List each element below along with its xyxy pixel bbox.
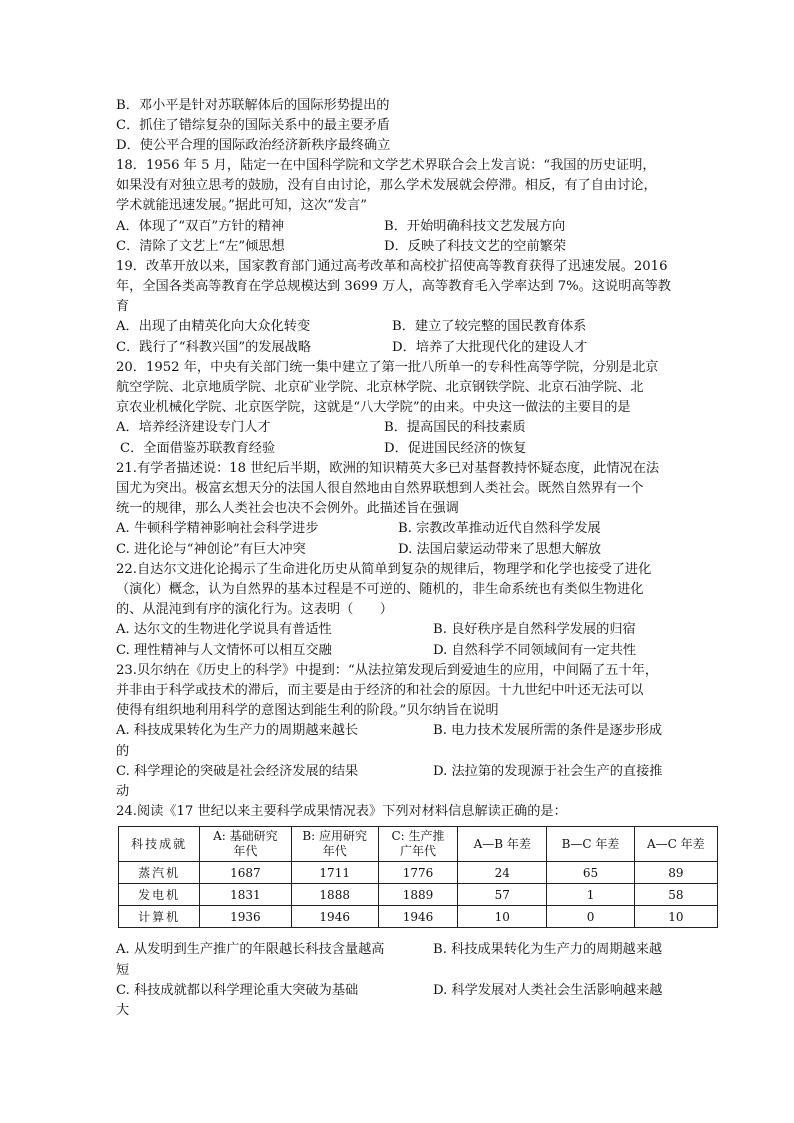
q24-option-d: D. 科学发展对人类社会生活影响越来越 xyxy=(433,983,663,998)
q23-stem: 使得有组织地利用科学的意图达到能生利的阶段。”贝尔纳旨在说明 xyxy=(116,703,499,718)
q21-stem: 21.有学者描述说：18 世纪后半期，欧洲的知识精英大多已对基督教持怀疑态度，此情况在法 xyxy=(116,461,660,476)
table-cell: 1946 xyxy=(378,906,457,928)
table-header-cell: A—B 年差 xyxy=(458,827,547,862)
table-cell: 0 xyxy=(547,906,634,928)
table-cell: 发电机 xyxy=(119,884,200,906)
q19-stem: 19．改革开放以来，国家教育部门通过高考改革和高校扩招使高等教育获得了迅速发展。2016 xyxy=(116,259,668,274)
q24-option-c: C. 科技成就都以科学理论重大突破为基础 xyxy=(116,983,359,998)
q23-option-a: A. 科技成果转化为生产力的周期越来越长 xyxy=(116,723,359,738)
table-cell: 10 xyxy=(634,906,717,928)
q23-option-b-wrap: 的 xyxy=(116,744,130,759)
q20-option-d: D．促进国民经济的恢复 xyxy=(384,441,527,456)
table-row xyxy=(119,906,718,928)
q21-option-a: A. 牛顿科学精神影响社会科学进步 xyxy=(116,521,319,536)
q19-option-c: C．践行了“科教兴国”的发展战略 xyxy=(116,340,312,355)
q21-stem: 国尤为突出。极富玄想天分的法国人很自然地由自然界联想到人类社会。既然自然界有一个 xyxy=(116,481,644,496)
q23-option-c: C. 科学理论的突破是社会经济发展的结果 xyxy=(116,764,359,779)
table-cell: 计算机 xyxy=(119,906,200,928)
q19-stem: 育 xyxy=(116,299,130,314)
table-header-cell: C: 生产推 广年代 xyxy=(378,827,457,862)
table-cell: 10 xyxy=(458,906,547,928)
table-cell: 57 xyxy=(458,884,547,906)
q23-option-d-wrap: 动 xyxy=(116,784,130,799)
q24-option-b: B. 科技成果转化为生产力的周期越来越 xyxy=(433,942,663,957)
table-cell: 89 xyxy=(634,862,717,884)
q22-option-a: A. 达尔文的生物进化学说具有普适性 xyxy=(116,622,332,637)
q18-option-d: D．反映了科技文艺的空前繁荣 xyxy=(384,239,567,254)
q22-stem: 的、从混沌到有序的演化行为。这表明（ ） xyxy=(116,602,393,617)
q23-stem: 并非由于科学或技术的滞后，而主要是由于经济的和社会的原因。十九世纪中叶还无法可以 xyxy=(116,683,644,698)
science-achievements-table xyxy=(118,826,718,928)
table-cell: 1831 xyxy=(200,884,291,906)
q23-option-b: B. 电力技术发展所需的条件是逐步形成 xyxy=(433,723,663,738)
table-cell: 1687 xyxy=(200,862,291,884)
table-header-cell: B—C 年差 xyxy=(547,827,634,862)
table-header-cell: A: 基础研究 年代 xyxy=(200,827,291,862)
q18-option-b: B．开始明确科技文艺发展方向 xyxy=(384,219,566,234)
q24-option-b-wrap: 短 xyxy=(116,963,130,978)
table-cell: 1 xyxy=(547,884,634,906)
q20-stem: 20．1952 年，中央有关部门统一集中建立了第一批八所单一的专科性高等学院，分别是北京 xyxy=(116,360,659,375)
table-cell: 65 xyxy=(547,862,634,884)
q22-stem: 22.自达尔文进化论揭示了生命进化历史从简单到复杂的规律后，物理学和化学也接受了进化 xyxy=(116,562,652,577)
table-header-cell: 科技成就 xyxy=(119,827,200,862)
q23-option-d: D. 法拉第的发现源于社会生产的直接推 xyxy=(433,764,663,779)
table-cell: 1711 xyxy=(291,862,378,884)
table-cell: 58 xyxy=(634,884,717,906)
q21-option-d: D. 法国启蒙运动带来了思想大解放 xyxy=(398,542,602,557)
q18-stem: 学术就能迅速发展。”据此可知，这次“发言” xyxy=(116,198,367,213)
q18-option-a: A．体现了“双百”方针的精神 xyxy=(116,219,285,234)
q17-option-b: B．邓小平是针对苏联解体后的国际形势提出的 xyxy=(116,98,390,113)
q18-stem: 18．1956 年 5 月，陆定一在中国科学院和文学艺术界联合会上发言说：“我国的历史证明， xyxy=(116,158,656,173)
q18-stem: 如果没有对独立思考的鼓励，没有自由讨论，那么学术发展就会停滞。相反，有了自由讨论， xyxy=(116,178,657,193)
table-cell: 1776 xyxy=(378,862,457,884)
table-header-cell: B: 应用研究 年代 xyxy=(291,827,378,862)
q24-stem: 24.阅读《17 世纪以来主要科学成果情况表》下列对材料信息解读正确的是： xyxy=(116,804,567,819)
q22-option-c: C. 理性精神与人文情怀可以相互交融 xyxy=(116,643,332,658)
table-cell: 1888 xyxy=(291,884,378,906)
table-cell: 1936 xyxy=(200,906,291,928)
q21-stem: 统一的规律，那么人类社会也决不会例外。此描述旨在强调 xyxy=(116,501,459,516)
q17-option-c: C．抓住了错综复杂的国际关系中的最主要矛盾 xyxy=(116,118,390,133)
q20-stem: 京农业机械化学院、北京医学院，这就是“八大学院”的由来。中央这一做法的主要目的是 xyxy=(116,400,631,415)
table-row xyxy=(119,862,718,884)
q20-option-a: A．培养经济建设专门人才 xyxy=(116,420,271,435)
q22-option-d: D. 自然科学不同领域间有一定共性 xyxy=(433,643,637,658)
q23-stem: 23.贝尔纳在《历史上的科学》中提到：“从法拉第发现后到爱迪生的应用，中间隔了五十年， xyxy=(116,663,659,678)
q19-option-d: D．培养了大批现代化的建设人才 xyxy=(392,340,588,355)
q21-option-c: C. 进化论与“神创论”有巨大冲突 xyxy=(116,542,306,557)
q20-stem: 航空学院、北京地质学院、北京矿业学院、北京林学院、北京钢铁学院、北京石油学院、北 xyxy=(116,380,644,395)
table-header-cell: A—C 年差 xyxy=(634,827,717,862)
q17-option-d: D．使公平合理的国际政治经济新秩序最终确立 xyxy=(116,138,391,153)
q21-option-b: B. 宗教改革推动近代自然科学发展 xyxy=(398,521,601,536)
q22-stem: （演化）概念，认为自然界的基本过程是不可逆的、随机的，非生命系统也有类似生物进化 xyxy=(116,582,644,597)
q19-stem: 年，全国各类高等教育在学总规模达到 3699 万人，高等教育毛入学率达到 7%。这说明高等教 xyxy=(116,279,671,294)
q24-option-d-wrap: 大 xyxy=(116,1003,130,1018)
table-row xyxy=(119,884,718,906)
q20-option-b: B．提高国民的科技素质 xyxy=(384,420,526,435)
table-cell: 24 xyxy=(458,862,547,884)
table-cell: 蒸汽机 xyxy=(119,862,200,884)
q18-option-c: C．清除了文艺上“左”倾思想 xyxy=(116,239,285,254)
table-cell: 1889 xyxy=(378,884,457,906)
q19-option-a: A．出现了由精英化向大众化转变 xyxy=(116,319,311,334)
q19-option-b: B．建立了较完整的国民教育体系 xyxy=(392,319,587,334)
q20-option-c: C．全面借鉴苏联教育经验 xyxy=(120,441,276,456)
table-header-row xyxy=(119,827,718,862)
q22-option-b: B. 良好秩序是自然科学发展的归宿 xyxy=(433,622,636,637)
table-cell: 1946 xyxy=(291,906,378,928)
q24-option-a: A. 从发明到生产推广的年限越长科技含量越高 xyxy=(116,942,385,957)
